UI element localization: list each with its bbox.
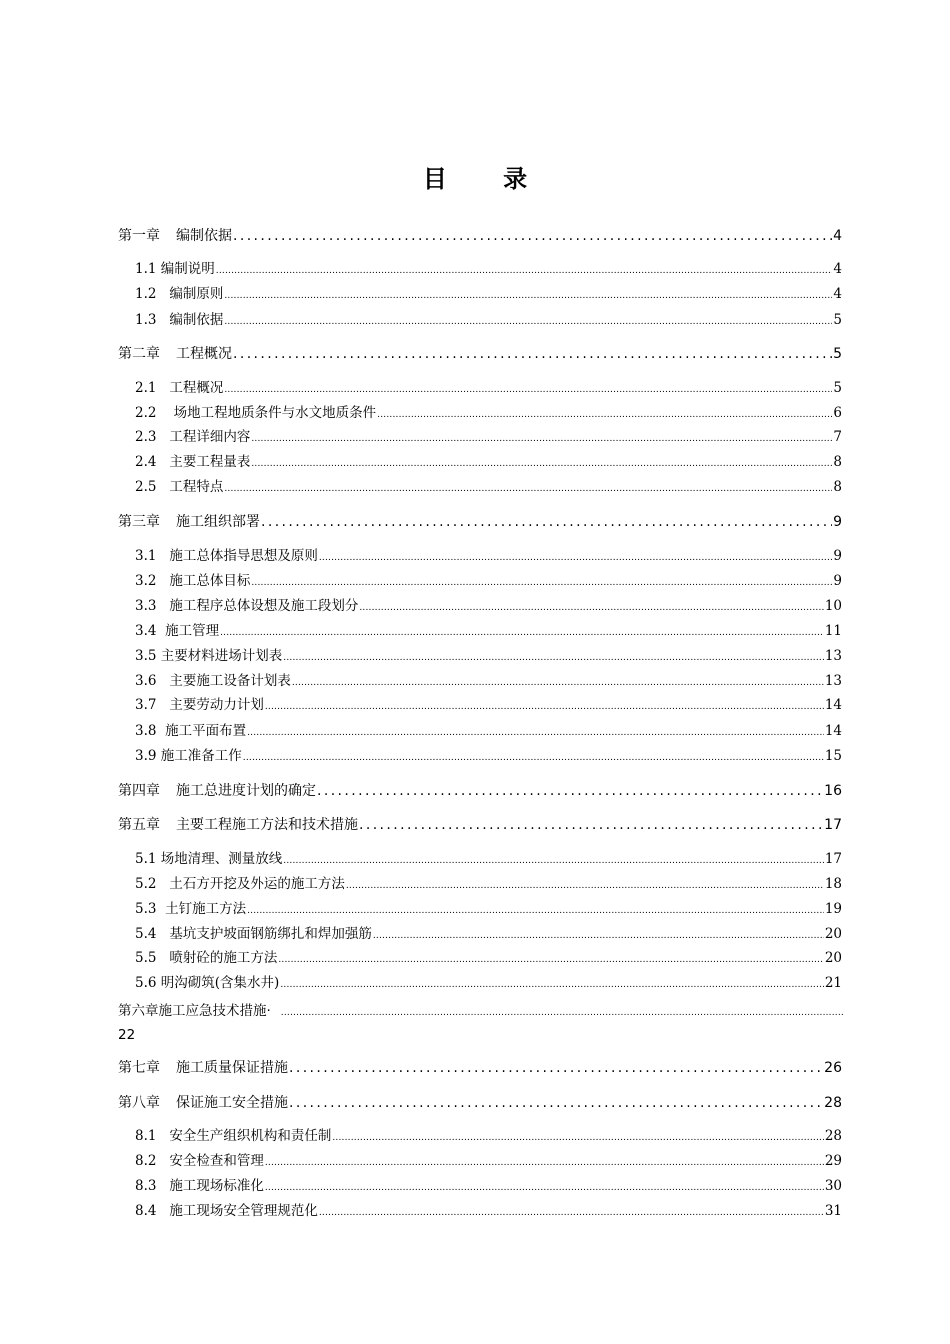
toc-section-2-4[interactable]: 2.4 主要工程量表 ..... 8 <box>135 451 842 473</box>
toc-section-5-5[interactable]: 5.5 喷射砼的施工方法 ..... 20 <box>135 947 842 969</box>
toc-section-3-8[interactable]: 3.8 施工平面布置 ..... 14 <box>135 720 842 742</box>
toc-section-3-9[interactable]: 3.9 施工准备工作 ..... 15 <box>135 745 842 767</box>
toc-section-5-3[interactable]: 5.3 土钉施工方法 ..... 19 <box>135 898 842 920</box>
dot-leader <box>261 511 832 533</box>
dot-leader <box>224 311 832 333</box>
dot-leader <box>281 1002 844 1024</box>
toc-section-2-3[interactable]: 2.3 工程详细内容 ..... 7 <box>135 426 842 448</box>
dot-leader <box>359 597 823 619</box>
toc-chapter-3[interactable]: 第三章 施工组织部署 ..... 9 <box>118 511 842 533</box>
toc-section-3-7[interactable]: 3.7 主要劳动力计划 ..... 14 <box>135 694 842 716</box>
dot-leader <box>251 572 832 594</box>
dot-leader <box>292 672 824 694</box>
dot-leader <box>359 814 823 836</box>
dot-leader <box>332 1127 823 1149</box>
dot-leader <box>224 285 832 307</box>
toc-section-3-6[interactable]: 3.6 主要施工设备计划表 ..... 13 <box>135 670 842 692</box>
dot-leader <box>377 404 832 426</box>
toc-section-8-1[interactable]: 8.1 安全生产组织机构和责任制 ..... 28 <box>135 1125 842 1147</box>
toc-chapter-2[interactable]: 第二章 工程概况 ..... 5 <box>118 343 842 365</box>
dot-leader <box>283 850 824 872</box>
dot-leader <box>283 647 824 669</box>
toc-chapter-6[interactable]: 第六章 施工应急技术措施· ..... <box>118 1000 844 1022</box>
dot-leader <box>233 225 832 247</box>
toc-chapter-1[interactable]: 第一章 编制依据 ..... 4 <box>118 225 842 247</box>
toc-chapter-6-page[interactable]: 22 <box>118 1027 136 1043</box>
dot-leader <box>251 428 832 450</box>
dot-leader <box>233 343 832 365</box>
toc-chapter-5[interactable]: 第五章 主要工程施工方法和技术措施 ..... 17 <box>118 814 842 836</box>
toc-section-2-5[interactable]: 2.5 工程特点 ..... 8 <box>135 476 842 498</box>
toc-section-2-1[interactable]: 2.1 工程概况 ..... 5 <box>135 377 842 399</box>
dot-leader <box>247 900 824 922</box>
toc-section-8-3[interactable]: 8.3 施工现场标准化 ..... 30 <box>135 1175 842 1197</box>
toc-section-2-2[interactable]: 2.2 场地工程地质条件与水文地质条件 ..... 6 <box>135 402 842 424</box>
dot-leader <box>317 780 823 802</box>
dot-leader <box>224 478 832 500</box>
toc-section-1-3[interactable]: 1.3 编制依据 ..... 5 <box>135 309 842 331</box>
dot-leader <box>319 547 833 569</box>
dot-leader <box>243 747 824 769</box>
toc-chapter-4[interactable]: 第四章 施工总进度计划的确定 ..... 16 <box>118 780 842 802</box>
toc-section-3-2[interactable]: 3.2 施工总体目标 ..... 9 <box>135 570 842 592</box>
toc-chapter-7[interactable]: 第七章 施工质量保证措施 ..... 26 <box>118 1057 842 1079</box>
toc-section-5-4[interactable]: 5.4 基坑支护坡面钢筋绑扎和焊加强筋 ..... 20 <box>135 923 842 945</box>
dot-leader <box>265 1152 824 1174</box>
toc-section-3-5[interactable]: 3.5 主要材料进场计划表 ..... 13 <box>135 645 842 667</box>
toc-section-3-3[interactable]: 3.3 施工程序总体设想及施工段划分 ..... 10 <box>135 595 842 617</box>
dot-leader <box>289 1057 823 1079</box>
toc-section-1-2[interactable]: 1.2 编制原则 ..... 4 <box>135 283 842 305</box>
dot-leader <box>247 722 824 744</box>
toc-section-8-2[interactable]: 8.2 安全检查和管理 ..... 29 <box>135 1150 842 1172</box>
toc-chapter-8[interactable]: 第八章 保证施工安全措施 ..... 28 <box>118 1092 842 1114</box>
dot-leader <box>280 974 823 996</box>
dot-leader <box>265 696 824 718</box>
toc-section-1-1[interactable]: 1.1 编制说明 ..... 4 <box>135 258 842 280</box>
toc-section-8-4[interactable]: 8.4 施工现场安全管理规范化 ..... 31 <box>135 1200 842 1222</box>
dot-leader <box>251 453 832 475</box>
dot-leader <box>220 622 824 644</box>
dot-leader <box>373 925 824 947</box>
toc-section-3-4[interactable]: 3.4 施工管理 ..... 11 <box>135 620 842 642</box>
toc-title: 目 录 <box>422 165 552 194</box>
toc-section-5-6[interactable]: 5.6 明沟砌筑(含集水井) ..... 21 <box>135 972 842 994</box>
toc-section-5-1[interactable]: 5.1 场地清理、测量放线 ..... 17 <box>135 848 842 870</box>
dot-leader <box>224 379 832 401</box>
toc-section-5-2[interactable]: 5.2 土石方开挖及外运的施工方法 ..... 18 <box>135 873 842 895</box>
dot-leader <box>289 1092 823 1114</box>
dot-leader <box>265 1177 824 1199</box>
toc-section-3-1[interactable]: 3.1 施工总体指导思想及原则 ..... 9 <box>135 545 842 567</box>
dot-leader <box>278 949 823 971</box>
dot-leader <box>216 260 833 282</box>
dot-leader <box>346 875 824 897</box>
dot-leader <box>319 1202 824 1224</box>
